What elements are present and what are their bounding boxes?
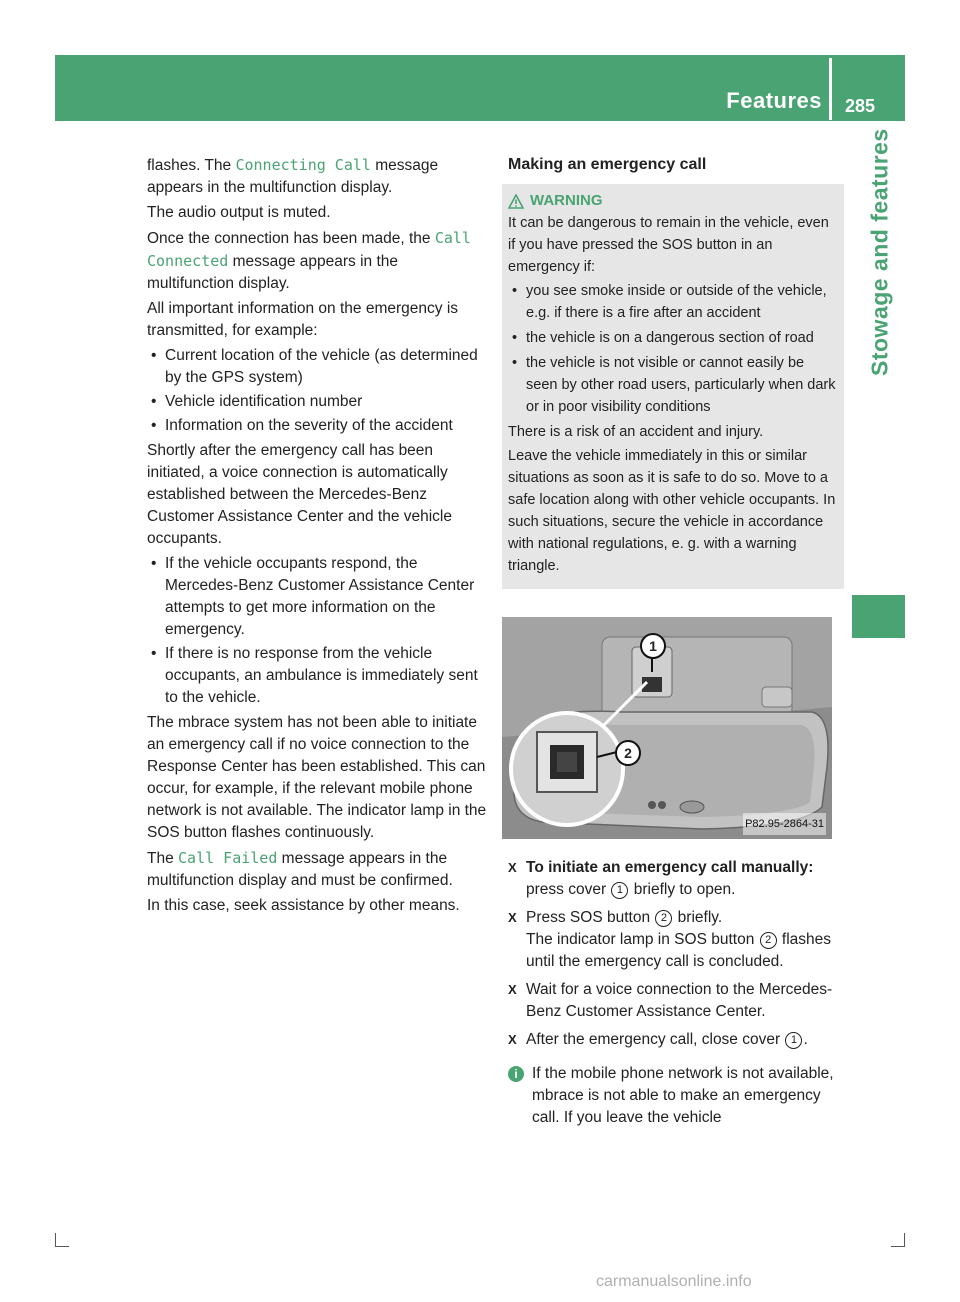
figure-caption: P82.95-2864-31	[743, 813, 826, 835]
crop-mark	[55, 1246, 69, 1247]
callout-2: 2	[615, 740, 641, 766]
paragraph: Shortly after the emergency call has been initiated, a voice connection is automatically established between the Mercedes-Benz Customer Assistance Center and the vehicle occupants.	[147, 442, 452, 547]
display-message: Call Connected	[147, 229, 471, 270]
warning-heading: WARNING	[508, 190, 838, 212]
info-icon: i	[508, 1066, 524, 1082]
callout-number: 2	[655, 910, 672, 927]
list-item: • you see smoke inside or outside of the vehicle, e.g. if there is a fire after an accident	[508, 280, 838, 324]
list-item: • Current location of the vehicle (as determined by the GPS system)	[147, 345, 487, 389]
step-list	[508, 857, 838, 1051]
crop-mark	[55, 1233, 56, 1247]
list-item: • the vehicle is not visible or cannot easily be seen by other road users, particularly when dark or in poor visibility conditions	[508, 352, 838, 418]
overhead-console-illustration	[502, 617, 832, 839]
paragraph: Once the connection has been made, the Call Connected message appears in the multifunction display.	[147, 229, 471, 292]
list-item: • Vehicle identification number	[147, 391, 487, 413]
paragraph: flashes. The Connecting Call message appears in the multifunction display.	[147, 156, 439, 196]
warning-text: It can be dangerous to remain in the vehicle, even if you have pressed the SOS button in an emergency if:	[508, 215, 829, 275]
side-tab-block	[852, 595, 905, 638]
step-item: X To initiate an emergency call manually: press cover 1 briefly to open.	[508, 859, 814, 898]
bullet-list	[147, 553, 487, 709]
callout-number: 1	[785, 1032, 802, 1049]
paragraph: In this case, seek assistance by other means.	[147, 897, 460, 914]
warning-box	[502, 184, 844, 589]
step-item: X Wait for a voice connection to the Mercedes-Benz Customer Assistance Center.	[508, 981, 833, 1020]
section-title: Making an emergency call	[508, 156, 707, 173]
display-message: Connecting Call	[235, 156, 371, 174]
bullet-list	[147, 345, 487, 437]
callout-number: 1	[611, 882, 628, 899]
display-message: Call Failed	[178, 849, 278, 867]
list-item: • If there is no response from the vehicle occupants, an ambulance is immediately sent to the vehicle.	[147, 643, 487, 709]
crop-mark	[904, 1233, 905, 1247]
paragraph: The Call Failed message appears in the multifunction display and must be confirmed.	[147, 849, 453, 889]
step-item: X After the emergency call, close cover 1 .	[508, 1029, 838, 1051]
warning-text: Leave the vehicle immediately in this or similar situations as soon as it is safe to do so. Move to a safe location along with other vehicle occupants. In such situations, secure the vehicle in accordance with national regulations, e. g. with a warning triangle.	[508, 448, 836, 574]
callout-1: 1	[640, 633, 666, 659]
list-item: • Information on the severity of the accident	[147, 415, 487, 437]
callout-number: 2	[760, 932, 777, 949]
crop-mark	[891, 1246, 905, 1247]
paragraph: All important information on the emergency is transmitted, for example:	[147, 300, 459, 339]
header-title: Features	[726, 88, 822, 113]
page-number: 285	[845, 96, 876, 116]
list-item: • If the vehicle occupants respond, the Mercedes-Benz Customer Assistance Center attempts to get more information on the emergency.	[147, 553, 487, 641]
info-note: i If the mobile phone network is not available, mbrace is not able to make an emergency call. If you leave the vehicle	[508, 1063, 838, 1129]
paragraph: The audio output is muted.	[147, 204, 331, 221]
step-arrow-icon: X	[508, 910, 517, 925]
side-tab-label: Stowage and features	[866, 128, 893, 376]
warning-bullets	[508, 280, 838, 418]
step-item: X Press SOS button 2 briefly. The indicator lamp in SOS button 2 flashes until the emergency call is concluded.	[508, 909, 832, 970]
left-column	[147, 154, 487, 920]
step-arrow-icon: X	[508, 1032, 517, 1047]
watermark: carmanualsonline.info	[596, 1273, 752, 1290]
right-column	[508, 154, 838, 1129]
warning-triangle-icon	[508, 194, 524, 209]
step-arrow-icon: X	[508, 982, 517, 997]
warning-text: There is a risk of an accident and injury.	[508, 424, 764, 440]
header-divider	[829, 58, 832, 120]
sos-button-photo	[502, 617, 832, 839]
list-item: • the vehicle is on a dangerous section of road	[508, 327, 838, 349]
paragraph: The mbrace system has not been able to initiate an emergency call if no voice connection to the Response Center has been established. This can occur, for example, if the relevant mobile phone network is not available. The indicator lamp in the SOS button flashes continuously.	[147, 714, 487, 841]
step-arrow-icon: X	[508, 860, 517, 875]
